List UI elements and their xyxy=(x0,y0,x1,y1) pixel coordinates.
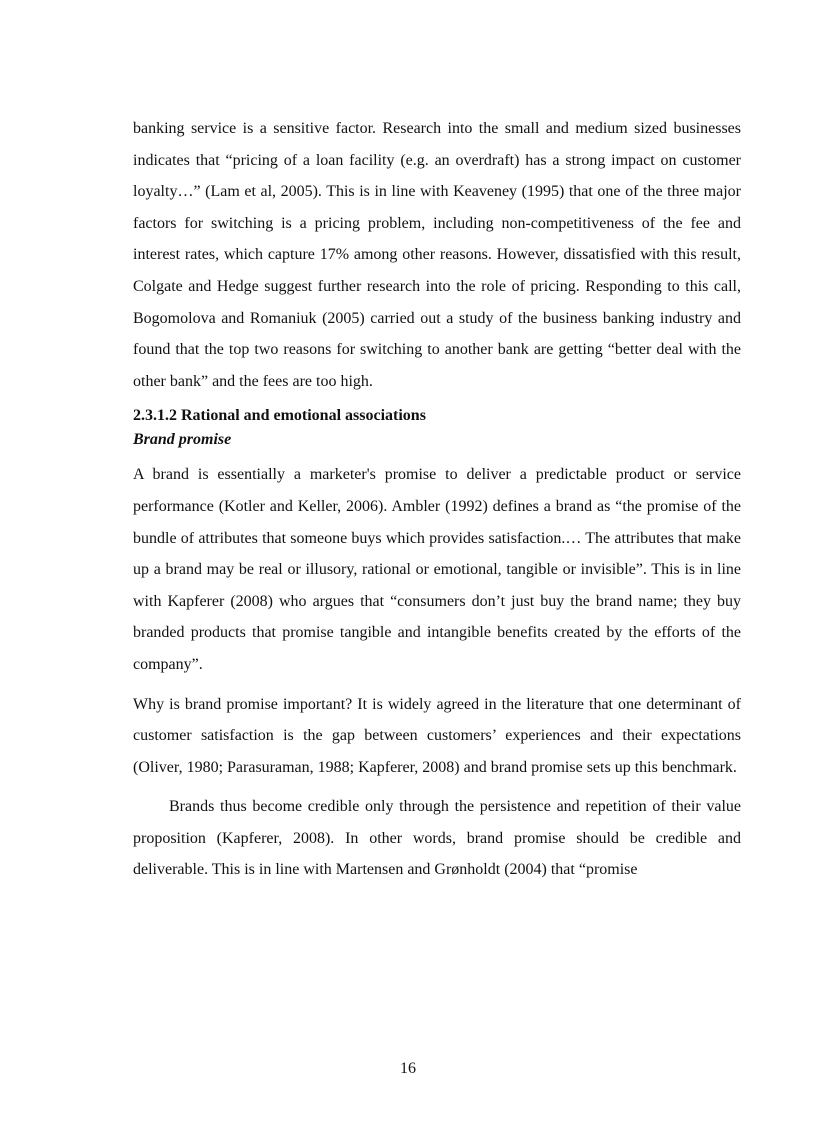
body-paragraph-brand-importance: Why is brand promise important? It is widely agreed in the literature that one determinant of customer satisfaction is the gap between customers’ experiences and their expectations (Oliver, 1980; Parasuraman, 1988; Kapferer, 2008) and brand promise sets up this benchmark. xyxy=(133,695,741,776)
body-paragraph-brand-definition: A brand is essentially a marketer's promise to deliver a predictable product or service performance (Kotler and Keller, 2006). Ambler (1992) defines a brand as “the promise of the bundle of attributes that someone buys which provides satisfaction.… The attributes that make up a brand may be real or illusory, rational or emotional, tangible or invisible”. This is in line with Kapferer (2008) who argues that “consumers don’t just buy the brand name; they buy branded products that promise tangible and intangible benefits created by the efforts of the company”. xyxy=(133,466,741,673)
page-number: 16 xyxy=(400,1060,416,1077)
subsection-heading: Brand promise xyxy=(133,431,232,449)
body-paragraph-pricing: banking service is a sensitive factor. Research into the small and medium sized businesses indicates that “pricing of a loan facility (e.g. an overdraft) has a strong impact on customer loyalty…” (Lam et al, 2005). This is in line with Keaveney (1995) that one of the three major factors for switching is a pricing problem, including non-competitiveness of the fee and interest rates, which capture 17% among other reasons. However, dissatisfied with this result, Colgate and Hedge suggest further research into the role of pricing. Responding to this call, Bogomolova and Romaniuk (2005) carried out a study of the business banking industry and found that the top two reasons for switching to another bank are getting “better deal with the other bank” and the fees are too high. xyxy=(133,120,741,390)
body-paragraph-credibility: Brands thus become credible only through the persistence and repetition of their value proposition (Kapferer, 2008). In other words, brand promise should be credible and deliverable. This is in line with Martensen and Grønholdt (2004) that “promise xyxy=(133,798,741,879)
section-heading: 2.3.1.2 Rational and emotional associations xyxy=(133,407,426,425)
document-page xyxy=(133,113,741,886)
